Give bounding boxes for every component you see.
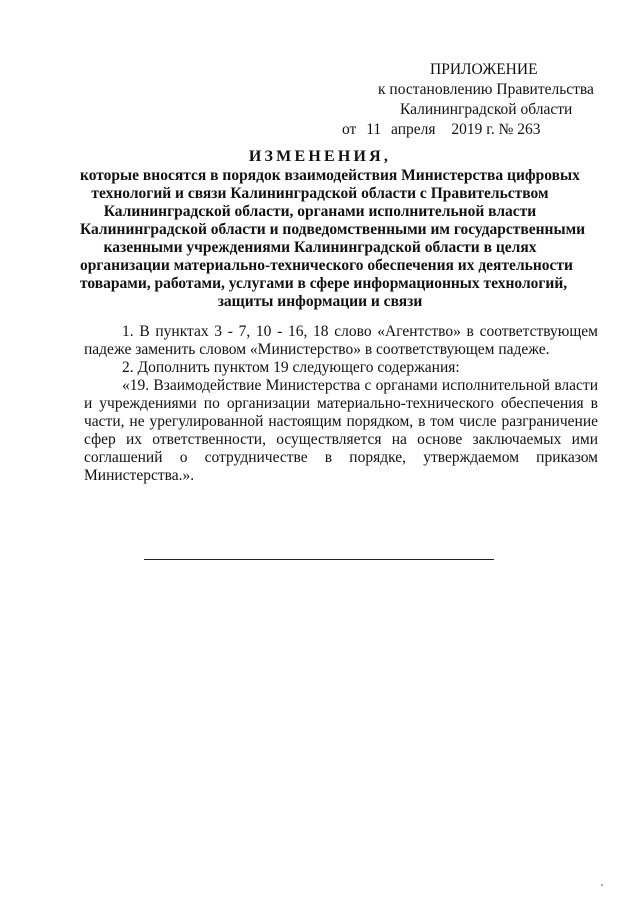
title-line: защиты информации и связи [217,293,423,310]
document-number: 263 [517,121,541,138]
paragraph-item-2-end: Министерства.». [84,467,195,484]
title-line: организации материально-технического обеспечения их деятельности [80,257,573,274]
title-line: товарами, работами, услугами в сфере информационных технологий, [80,275,568,292]
title-line: казенными учреждениями Калининградской области в целях [103,239,537,256]
appendix-label: ПРИЛОЖЕНИЕ [430,61,538,78]
closing-rule [144,559,494,560]
document-body [84,323,598,485]
document-title [80,148,586,311]
appendix-date-line [340,120,610,140]
title-heading: ИЗМЕНЕНИЯ, [248,148,392,165]
appendix-block [340,60,610,140]
date-year: 2019 г. [451,121,495,138]
scan-speck [601,884,603,886]
appendix-resolution-line: к постановлению Правительства [378,81,594,98]
number-sign: № [498,121,514,138]
title-line: технологий и связи Калининградской области с Правительством [91,185,549,202]
title-line: которые вносятся в порядок взаимодействия Министерства цифровых [80,167,580,184]
paragraph-item-2-text: «19. Взаимодействие Министерства с органами исполнительной власти и учреждениями по организации материально-технического обеспечения в части, не урегулированной настоящим порядком, в том числе разграничение сфер их ответственности, осуществляется на основе заключаемых ими соглашений о сотрудничестве в порядке, утверждаемом приказом [84,377,598,466]
date-day: 11 [366,121,382,138]
paragraph-item-1: 1. В пунктах 3 - 7, 10 - 16, 18 слово «Агентство» в соответствующем падеже заменить словом «Министерство» в соответствующем падеже. [84,323,598,358]
date-prefix: от [342,121,357,138]
date-month: апреля [391,121,436,138]
appendix-region-line: Калининградской области [400,101,573,118]
paragraph-item-2: 2. Дополнить пунктом 19 следующего содержания: [122,359,460,376]
title-line: Калининградской области и подведомственными им государственными [80,221,586,238]
title-line: Калининградской области, органами исполнительной власти [103,203,537,220]
